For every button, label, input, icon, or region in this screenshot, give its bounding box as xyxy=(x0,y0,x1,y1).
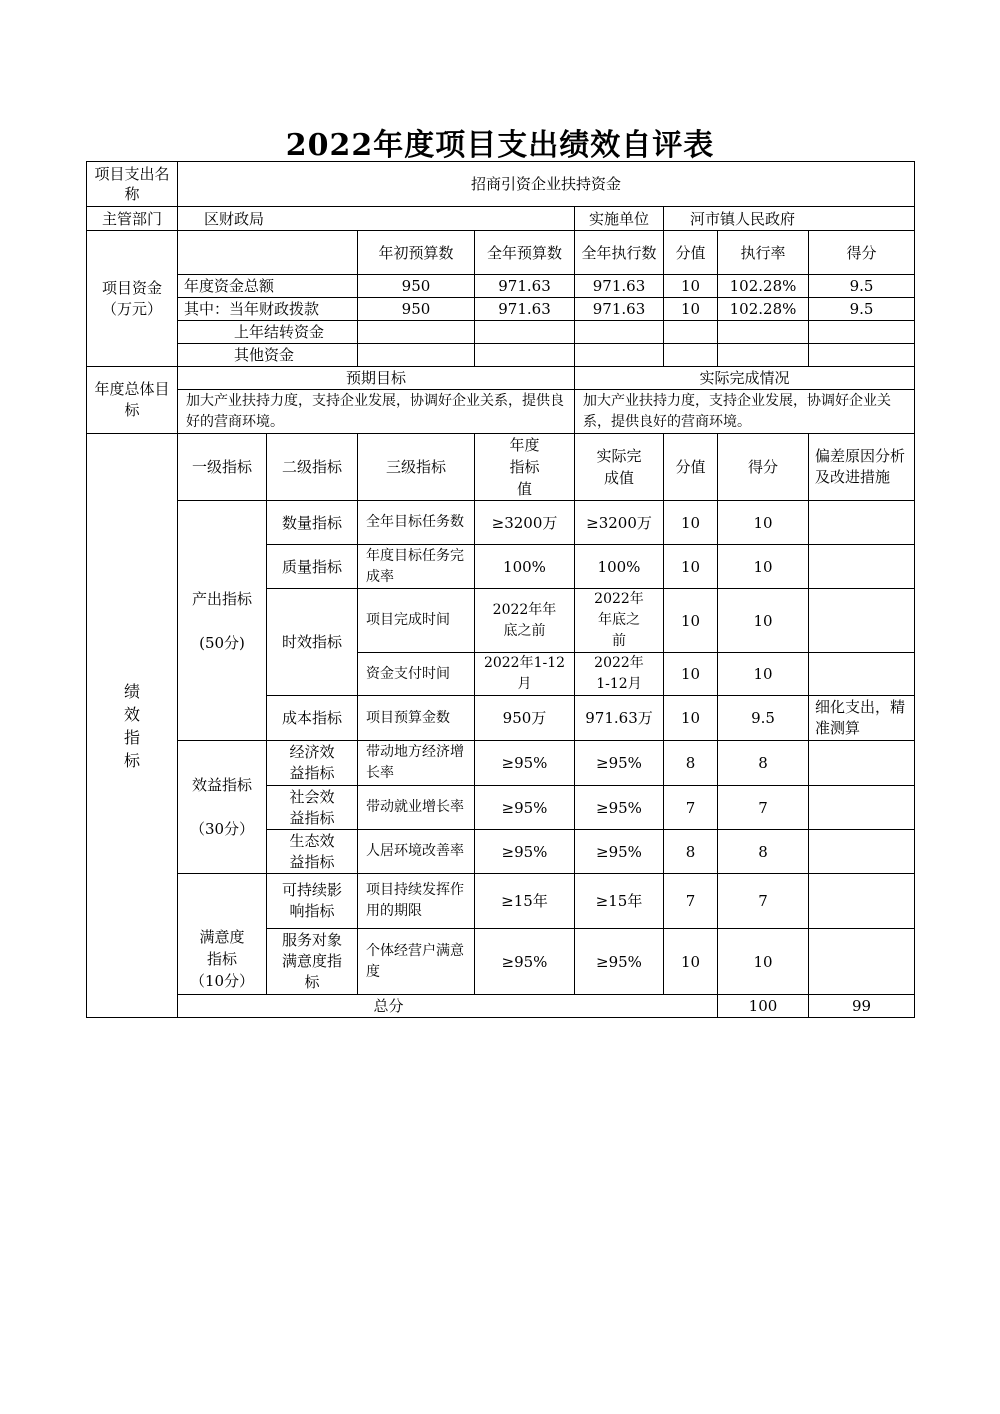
actual-value: ≥95% xyxy=(575,741,664,786)
funds-cell: 10 xyxy=(664,275,718,298)
funds-header-col: 执行率 xyxy=(718,231,809,275)
level2-indicator: 服务对象满意度指标 xyxy=(267,929,358,995)
total-label: 总分 xyxy=(178,995,718,1018)
project-name-label: 项目支出名称 xyxy=(87,162,178,207)
level3-indicator: 项目完成时间 xyxy=(358,589,475,653)
funds-row-label: 年度资金总额 xyxy=(178,275,358,298)
total-score: 99 xyxy=(809,995,915,1018)
group-benefit: 效益指标 （30分） xyxy=(178,741,267,874)
funds-cell: 102.28% xyxy=(718,298,809,321)
points-value: 10 xyxy=(664,696,718,741)
level3-indicator: 个体经营户满意度 xyxy=(358,929,475,995)
target-value: ≥15年 xyxy=(475,874,575,929)
funds-cell xyxy=(575,321,664,344)
group-output: 产出指标 (50分) xyxy=(178,501,267,741)
funds-cell xyxy=(575,344,664,367)
page-title: 2022年度项目支出绩效自评表 xyxy=(285,128,715,163)
funds-cell: 9.5 xyxy=(809,275,915,298)
score-value: 9.5 xyxy=(718,696,809,741)
funds-cell xyxy=(475,321,575,344)
funds-cell xyxy=(718,321,809,344)
indicator-header: 二级指标 xyxy=(267,434,358,501)
level2-indicator: 社会效益指标 xyxy=(267,786,358,830)
deviation-note xyxy=(809,929,915,995)
funds-cell xyxy=(809,321,915,344)
level3-indicator: 人居环境改善率 xyxy=(358,830,475,874)
deviation-note xyxy=(809,786,915,830)
funds-cell xyxy=(358,344,475,367)
funds-label: 项目资金（万元） xyxy=(87,231,178,367)
level2-indicator: 成本指标 xyxy=(267,696,358,741)
actual-value: ≥3200万 xyxy=(575,501,664,545)
score-value: 10 xyxy=(718,589,809,653)
score-value: 8 xyxy=(718,741,809,786)
funds-header-col: 全年预算数 xyxy=(475,231,575,275)
level3-indicator: 带动就业增长率 xyxy=(358,786,475,830)
points-value: 8 xyxy=(664,830,718,874)
actual-value: 971.63万 xyxy=(575,696,664,741)
actual-value: 2022年1-12月 xyxy=(575,653,664,696)
impl-value: 河市镇人民政府 xyxy=(664,207,915,231)
target-value: ≥95% xyxy=(475,929,575,995)
score-value: 7 xyxy=(718,786,809,830)
funds-row-label: 其中：当年财政拨款 xyxy=(178,298,358,321)
points-value: 7 xyxy=(664,786,718,830)
points-value: 10 xyxy=(664,653,718,696)
dept-label: 主管部门 xyxy=(87,207,178,231)
level2-indicator: 数量指标 xyxy=(267,501,358,545)
funds-header-blank xyxy=(178,231,358,275)
funds-header-col: 年初预算数 xyxy=(358,231,475,275)
target-value: 950万 xyxy=(475,696,575,741)
deviation-note xyxy=(809,830,915,874)
score-value: 10 xyxy=(718,501,809,545)
expected-goal-text: 加大产业扶持力度，支持企业发展，协调好企业关系，提供良好的营商环境。 xyxy=(178,390,575,434)
deviation-note xyxy=(809,501,915,545)
funds-row-label: 其他资金 xyxy=(178,344,358,367)
target-value: ≥95% xyxy=(475,786,575,830)
funds-cell xyxy=(664,344,718,367)
actual-goal-text: 加大产业扶持力度，支持企业发展，协调好企业关系，提供良好的营商环境。 xyxy=(575,390,915,434)
level2-indicator: 质量指标 xyxy=(267,545,358,589)
level2-indicator: 时效指标 xyxy=(267,589,358,696)
funds-cell xyxy=(809,344,915,367)
funds-cell: 971.63 xyxy=(575,275,664,298)
points-value: 8 xyxy=(664,741,718,786)
funds-cell: 971.63 xyxy=(475,298,575,321)
funds-cell: 9.5 xyxy=(809,298,915,321)
funds-header-col: 全年执行数 xyxy=(575,231,664,275)
actual-value: ≥95% xyxy=(575,929,664,995)
impl-label: 实施单位 xyxy=(575,207,664,231)
funds-cell: 102.28% xyxy=(718,275,809,298)
indicator-header: 分值 xyxy=(664,434,718,501)
funds-cell: 971.63 xyxy=(475,275,575,298)
level3-indicator: 项目持续发挥作用的期限 xyxy=(358,874,475,929)
funds-cell: 971.63 xyxy=(575,298,664,321)
deviation-note xyxy=(809,653,915,696)
score-value: 10 xyxy=(718,653,809,696)
funds-cell: 10 xyxy=(664,298,718,321)
points-value: 7 xyxy=(664,874,718,929)
funds-cell xyxy=(358,321,475,344)
score-value: 7 xyxy=(718,874,809,929)
funds-header-col: 分值 xyxy=(664,231,718,275)
actual-goal-label: 实际完成情况 xyxy=(575,367,915,390)
level3-indicator: 项目预算金数 xyxy=(358,696,475,741)
score-value: 10 xyxy=(718,929,809,995)
funds-cell: 950 xyxy=(358,298,475,321)
deviation-note: 细化支出，精准测算 xyxy=(809,696,915,741)
actual-value: ≥15年 xyxy=(575,874,664,929)
target-value: ≥95% xyxy=(475,741,575,786)
target-value: ≥95% xyxy=(475,830,575,874)
target-value: ≥3200万 xyxy=(475,501,575,545)
funds-cell xyxy=(475,344,575,367)
score-value: 8 xyxy=(718,830,809,874)
level2-indicator: 经济效益指标 xyxy=(267,741,358,786)
points-value: 10 xyxy=(664,545,718,589)
evaluation-table xyxy=(86,161,915,1018)
group-satisfaction: 满意度指标 （10分） xyxy=(178,874,267,995)
level2-indicator: 可持续影响指标 xyxy=(267,874,358,929)
actual-value: 2022年年底之前 xyxy=(575,589,664,653)
indicator-header: 得分 xyxy=(718,434,809,501)
total-points: 100 xyxy=(718,995,809,1018)
indicator-header: 实际完成值 xyxy=(575,434,664,501)
dept-value: 区财政局 xyxy=(178,207,575,231)
score-value: 10 xyxy=(718,545,809,589)
funds-cell: 950 xyxy=(358,275,475,298)
level3-indicator: 年度目标任务完成率 xyxy=(358,545,475,589)
level2-indicator: 生态效益指标 xyxy=(267,830,358,874)
actual-value: ≥95% xyxy=(575,830,664,874)
points-value: 10 xyxy=(664,589,718,653)
goals-label: 年度总体目标 xyxy=(87,367,178,434)
deviation-note xyxy=(809,874,915,929)
actual-value: ≥95% xyxy=(575,786,664,830)
indicator-header: 三级指标 xyxy=(358,434,475,501)
level3-indicator: 带动地方经济增长率 xyxy=(358,741,475,786)
points-value: 10 xyxy=(664,929,718,995)
target-value: 2022年1-12月 xyxy=(475,653,575,696)
deviation-note xyxy=(809,545,915,589)
target-value: 100% xyxy=(475,545,575,589)
target-value: 2022年年底之前 xyxy=(475,589,575,653)
funds-header-col: 得分 xyxy=(809,231,915,275)
deviation-note xyxy=(809,589,915,653)
funds-cell xyxy=(664,321,718,344)
expected-goal-label: 预期目标 xyxy=(178,367,575,390)
indicators-label: 绩效指标 xyxy=(87,434,178,1018)
indicator-header: 偏差原因分析及改进措施 xyxy=(809,434,915,501)
deviation-note xyxy=(809,741,915,786)
project-name-value: 招商引资企业扶持资金 xyxy=(178,162,915,207)
actual-value: 100% xyxy=(575,545,664,589)
level3-indicator: 资金支付时间 xyxy=(358,653,475,696)
indicator-header: 一级指标 xyxy=(178,434,267,501)
points-value: 10 xyxy=(664,501,718,545)
funds-row-label: 上年结转资金 xyxy=(178,321,358,344)
funds-cell xyxy=(718,344,809,367)
level3-indicator: 全年目标任务数 xyxy=(358,501,475,545)
indicator-header: 年度指标值 xyxy=(475,434,575,501)
